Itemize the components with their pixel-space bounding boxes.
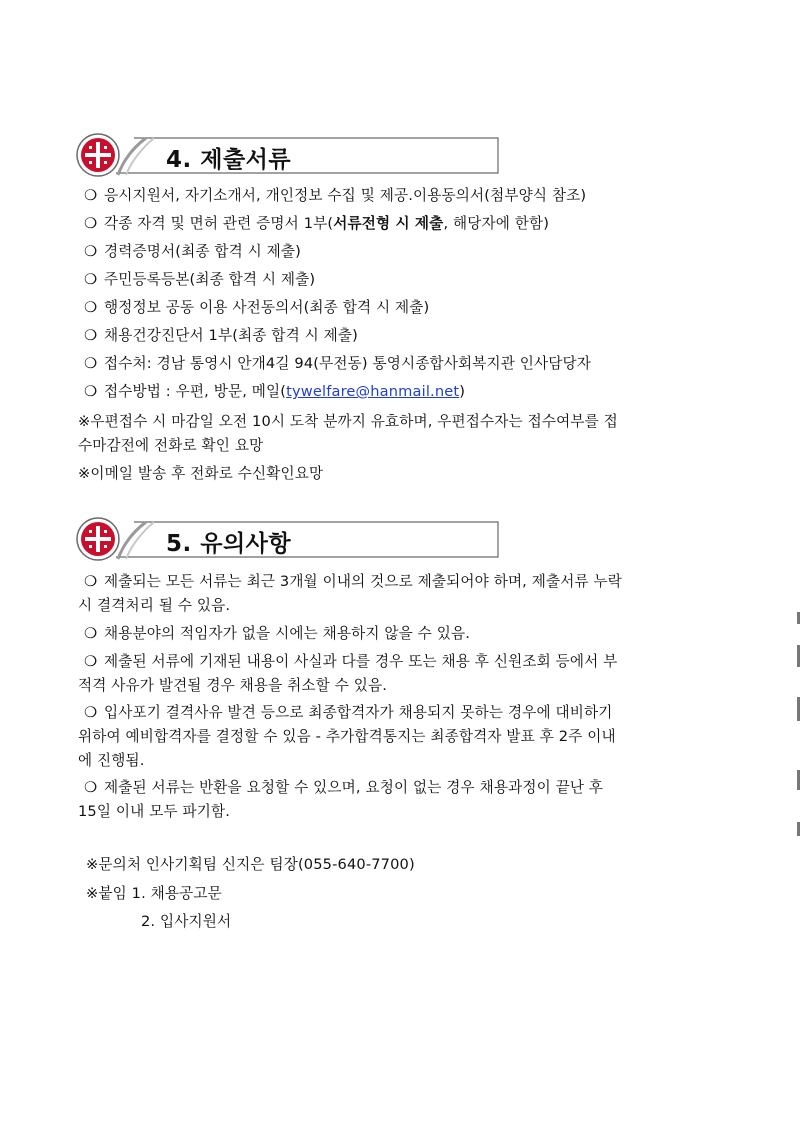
bullet-icon: ❍ — [84, 271, 98, 288]
email-link[interactable]: tywelfare@hanmail.net — [286, 383, 460, 400]
bullet-icon: ❍ — [84, 704, 98, 721]
contact-info: ※문의처 인사기획팀 신지은 팀장(055-640-7700) — [86, 856, 415, 873]
list-item — [84, 650, 617, 671]
list-item — [84, 352, 591, 373]
attachment-2: 2. 입사지원서 — [141, 913, 232, 930]
list-item — [84, 212, 549, 233]
item-text: 접수방법 : 우편, 방문, 메일( — [104, 383, 287, 400]
bullet-icon: ❍ — [84, 383, 98, 400]
item-text-continued: 에 진행됨. — [78, 752, 145, 769]
item-text: 입사포기 결격사유 발견 등으로 최종합격자가 채용되지 못하는 경우에 대비하기 — [104, 704, 613, 721]
bullet-icon: ❍ — [84, 653, 98, 670]
item-text: ) — [459, 383, 466, 400]
section-4-title: 4. 제출서류 — [166, 147, 292, 173]
bullet-icon: ❍ — [84, 215, 98, 232]
item-text-emphasis: 서류전형 시 제출 — [333, 215, 444, 232]
item-text: 채용건강진단서 1부(최종 합격 시 제출) — [104, 327, 358, 344]
note-text: ※우편접수 시 마감일 오전 10시 도착 분까지 유효하며, 우편접수자는 접수여부를 접 — [78, 413, 618, 430]
note-text: ※이메일 발송 후 전화로 수신확인요망 — [78, 465, 324, 482]
list-item — [84, 184, 586, 205]
bullet-icon: ❍ — [84, 355, 98, 372]
section-4-header — [74, 133, 500, 185]
item-text: 제출된 서류는 반환을 요청할 수 있으며, 요청이 없는 경우 채용과정이 끝난 후 — [104, 779, 604, 796]
item-text: , 해당자에 한함) — [443, 215, 550, 232]
item-text-continued: 적격 사유가 발견될 경우 채용을 취소할 수 있음. — [78, 677, 388, 694]
list-item — [84, 776, 603, 797]
list-item — [84, 240, 301, 261]
bullet-icon: ❍ — [84, 243, 98, 260]
list-item — [84, 296, 429, 317]
bullet-icon: ❍ — [84, 299, 98, 316]
list-item — [84, 380, 465, 401]
list-item — [84, 622, 470, 643]
item-text: 채용분야의 적임자가 없을 시에는 채용하지 않을 수 있음. — [104, 625, 471, 642]
item-text: 제출되는 모든 서류는 최근 3개월 이내의 것으로 제출되어야 하며, 제출서류 누락 — [104, 573, 623, 590]
item-text-continued: 위하여 예비합격자를 결정할 수 있음 - 추가합격통지는 최종합격자 발표 후 2주 이내 — [78, 728, 616, 745]
item-text: 응시지원서, 자기소개서, 개인정보 수집 및 제공.이용동의서(첨부양식 참조) — [104, 187, 587, 204]
list-item — [84, 324, 358, 345]
bullet-icon: ❍ — [84, 573, 98, 590]
item-text: 경력증명서(최종 합격 시 제출) — [104, 243, 302, 260]
list-item — [84, 570, 622, 591]
attachment-1: ※붙임 1. 채용공고문 — [86, 885, 222, 902]
bullet-icon: ❍ — [84, 187, 98, 204]
item-text-continued: 시 결격처리 될 수 있음. — [78, 597, 231, 614]
section-5-title: 5. 유의사항 — [166, 531, 292, 557]
item-text: 행정정보 공동 이용 사전동의서(최종 합격 시 제출) — [104, 299, 430, 316]
item-text-continued: 15일 이내 모두 파기함. — [78, 803, 231, 820]
item-text: 접수처: 경남 통영시 안개4길 94(무전동) 통영시종합사회복지관 인사담당자 — [104, 355, 591, 372]
item-text: 주민등록등본(최종 합격 시 제출) — [104, 271, 316, 288]
item-text: 각종 자격 및 면허 관련 증명서 1부( — [104, 215, 334, 232]
bullet-icon: ❍ — [84, 327, 98, 344]
bullet-icon: ❍ — [84, 779, 98, 796]
item-text: 제출된 서류에 기재된 내용이 사실과 다를 경우 또는 채용 후 신원조회 등에서 부 — [104, 653, 618, 670]
bullet-icon: ❍ — [84, 625, 98, 642]
section-5-header — [74, 517, 500, 569]
list-item — [84, 268, 315, 289]
note-text: 수마감전에 전화로 확인 요망 — [78, 437, 264, 454]
list-item — [84, 701, 612, 722]
